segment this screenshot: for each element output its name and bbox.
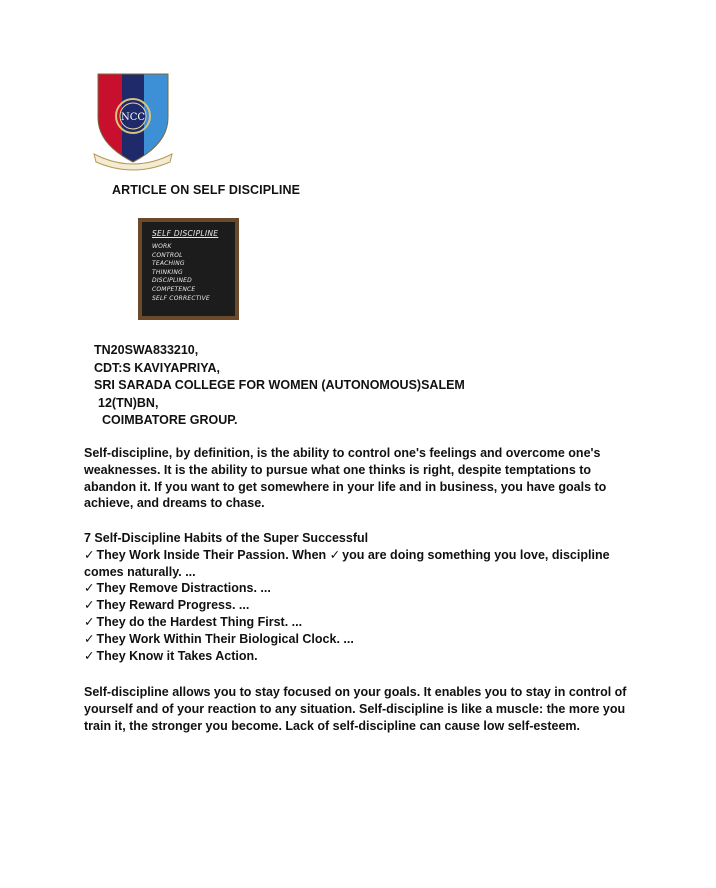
chalkboard-item: WORK [152, 243, 172, 250]
list-item [84, 648, 644, 665]
habits-heading: 7 Self-Discipline Habits of the Super Successful [84, 531, 369, 545]
chalkboard-item: CONTROL [152, 251, 183, 259]
article-title: ARTICLE ON SELF DISCIPLINE [112, 183, 301, 197]
chalkboard-item: TEACHING [152, 260, 185, 268]
chalkboard-item: DISCIPLINED [152, 277, 192, 285]
habit-text: They Know it Takes Action. [96, 648, 258, 663]
check-icon: ✓ [84, 598, 95, 613]
check-icon: ✓ [329, 547, 341, 562]
habit-text: They do the Hardest Thing First. ... [96, 614, 303, 629]
chalkboard-item: COMPETENCE [152, 285, 196, 293]
battalion: 12(TN)BN, [98, 395, 159, 410]
cadet-number: TN20SWA833210, [94, 343, 199, 357]
cadet-details [94, 342, 465, 430]
chalkboard-title: SELF DISCIPLINE [152, 229, 219, 238]
ncc-logo-text: NCC [120, 112, 146, 123]
check-icon: ✓ [84, 631, 95, 646]
list-item [84, 597, 644, 614]
list-item [84, 580, 644, 597]
habit-text: They Remove Distractions. ... [96, 581, 271, 596]
habit-text: They Reward Progress. ... [96, 598, 250, 613]
list-item [84, 614, 644, 631]
ncc-emblem-icon [90, 70, 176, 176]
check-icon: ✓ [84, 614, 95, 629]
cadet-name: CDT:S KAVIYAPRIYA, [94, 360, 220, 375]
list-item [84, 547, 644, 581]
habit-text: you are doing something you love, discipline comes naturally. ... [84, 547, 610, 579]
closing-paragraph: Self-discipline allows you to stay focused on your goals. It enables you to stay in control of yourself and of your reaction to any situation. Self-discipline is like a muscle: the more you train it, the stronger you become. Lack of self-discipline can cause low self-esteem. [84, 685, 627, 733]
habit-text: They Work Within Their Biological Clock. ... [96, 631, 354, 646]
chalkboard-item: THINKING [152, 268, 183, 276]
habits-list [84, 530, 644, 664]
chalkboard-item: SELF CORRECTIVE [152, 294, 210, 302]
check-icon: ✓ [84, 581, 95, 596]
group-name: COIMBATORE GROUP. [102, 413, 238, 427]
check-icon: ✓ [84, 648, 95, 663]
college-name: SRI SARADA COLLEGE FOR WOMEN (AUTONOMOUS)SALEM [94, 378, 465, 392]
intro-paragraph: Self-discipline, by definition, is the ability to control one's feelings and overcome one's weaknesses. It is the ability to pursue what one thinks is right, despite temptations to abandon it. If you want to get somewhere in your life and in business, you have goals to achieve, and dreams to chase. [84, 446, 607, 511]
chalkboard-image [138, 218, 239, 320]
habit-text: They Work Inside Their Passion. When [96, 547, 330, 562]
check-icon: ✓ [84, 547, 95, 562]
list-item [84, 631, 644, 648]
